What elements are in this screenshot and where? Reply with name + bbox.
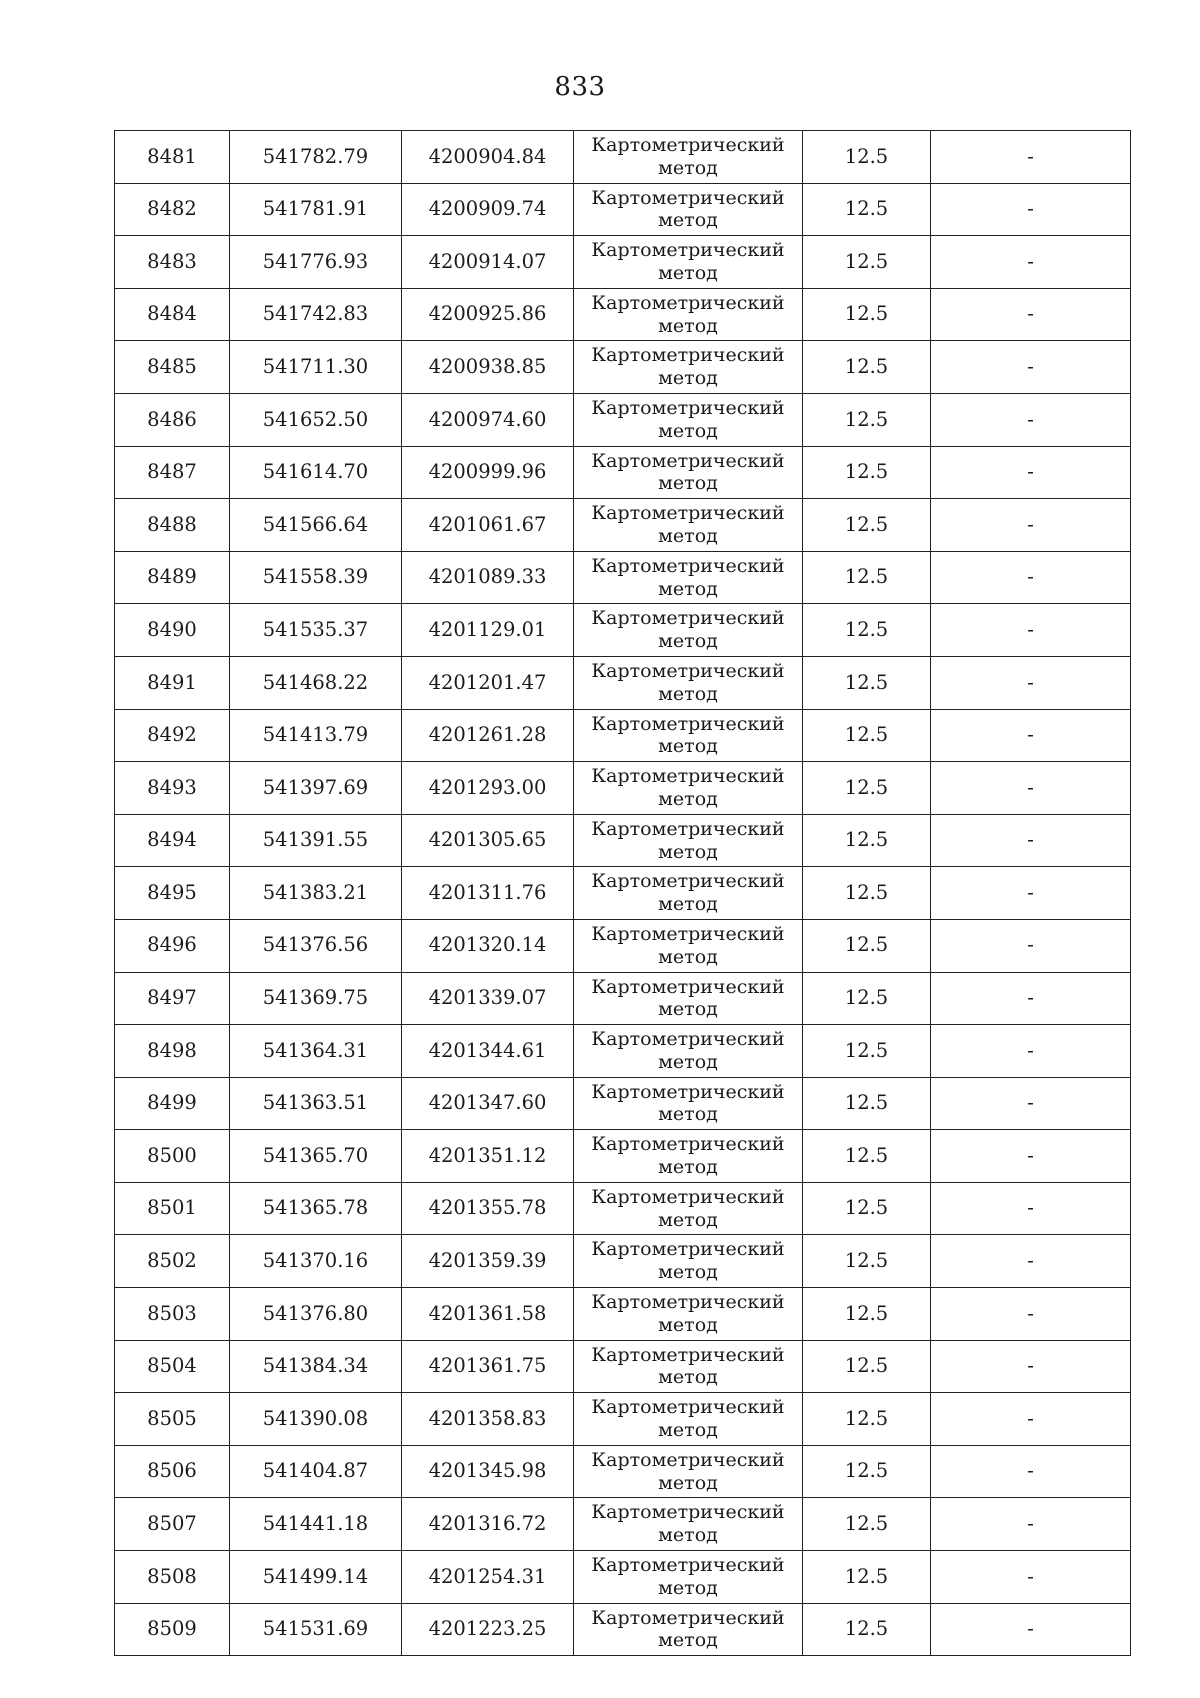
table-row [115,604,1131,657]
method-line-1: Картометрический [591,1080,785,1103]
x-coordinate-cell: 541364.31 [230,1025,402,1078]
method-line-1: Картометрический [591,344,785,367]
accuracy-cell: 12.5 [803,236,931,289]
table-row [115,762,1131,815]
method-cell [574,1288,803,1341]
x-coordinate-cell: 541468.22 [230,656,402,709]
method-line-2: метод [658,524,718,547]
method-line-1: Картометрический [591,449,785,472]
method-line-1: Картометрический [591,502,785,525]
table-row [115,1130,1131,1183]
y-coordinate-cell: 4201361.75 [402,1340,574,1393]
note-cell: - [931,604,1131,657]
method-line-1: Картометрический [591,712,785,735]
note-cell: - [931,288,1131,341]
method-line-1: Картометрический [591,607,785,630]
method-line-1: Картометрический [591,554,785,577]
point-number-cell: 8502 [115,1235,230,1288]
point-number-cell: 8508 [115,1551,230,1604]
point-number-cell: 8504 [115,1340,230,1393]
method-line-2: метод [658,840,718,863]
method-cell [574,341,803,394]
accuracy-cell: 12.5 [803,1393,931,1446]
note-cell: - [931,131,1131,184]
note-cell: - [931,1235,1131,1288]
method-cell [574,1340,803,1393]
table-row [115,131,1131,184]
method-line-1: Картометрический [591,186,785,209]
y-coordinate-cell: 4201355.78 [402,1182,574,1235]
note-cell: - [931,1603,1131,1656]
table-row [115,393,1131,446]
y-coordinate-cell: 4201359.39 [402,1235,574,1288]
x-coordinate-cell: 541413.79 [230,709,402,762]
table-row [115,709,1131,762]
y-coordinate-cell: 4200938.85 [402,341,574,394]
accuracy-cell: 12.5 [803,972,931,1025]
accuracy-cell: 12.5 [803,288,931,341]
method-cell [574,183,803,236]
table-row [115,1025,1131,1078]
table-row [115,1393,1131,1446]
note-cell: - [931,867,1131,920]
method-line-2: метод [658,630,718,653]
method-line-2: метод [658,314,718,337]
method-cell [574,1551,803,1604]
note-cell: - [931,1393,1131,1446]
point-number-cell: 8507 [115,1498,230,1551]
method-cell [574,1130,803,1183]
note-cell: - [931,1182,1131,1235]
table-row [115,972,1131,1025]
method-line-2: метод [658,787,718,810]
method-line-2: метод [658,1366,718,1389]
note-cell: - [931,709,1131,762]
method-line-1: Картометрический [591,1291,785,1314]
method-cell [574,1393,803,1446]
accuracy-cell: 12.5 [803,709,931,762]
note-cell: - [931,1130,1131,1183]
point-number-cell: 8490 [115,604,230,657]
method-line-2: метод [658,472,718,495]
method-line-1: Картометрический [591,1185,785,1208]
method-cell [574,1445,803,1498]
point-number-cell: 8491 [115,656,230,709]
y-coordinate-cell: 4201223.25 [402,1603,574,1656]
x-coordinate-cell: 541614.70 [230,446,402,499]
x-coordinate-cell: 541558.39 [230,551,402,604]
note-cell: - [931,393,1131,446]
x-coordinate-cell: 541370.16 [230,1235,402,1288]
accuracy-cell: 12.5 [803,867,931,920]
note-cell: - [931,1288,1131,1341]
y-coordinate-cell: 4200999.96 [402,446,574,499]
method-line-1: Картометрический [591,1238,785,1261]
method-cell [574,1025,803,1078]
method-line-1: Картометрический [591,1343,785,1366]
accuracy-cell: 12.5 [803,1445,931,1498]
accuracy-cell: 12.5 [803,393,931,446]
table-row [115,446,1131,499]
method-cell [574,1235,803,1288]
method-line-1: Картометрический [591,870,785,893]
table-row [115,1603,1131,1656]
note-cell: - [931,762,1131,815]
table-row [115,499,1131,552]
y-coordinate-cell: 4201201.47 [402,656,574,709]
method-line-1: Картометрический [591,1028,785,1051]
method-line-2: метод [658,998,718,1021]
point-number-cell: 8485 [115,341,230,394]
method-line-2: метод [658,1050,718,1073]
method-cell [574,236,803,289]
x-coordinate-cell: 541652.50 [230,393,402,446]
table-row [115,1077,1131,1130]
method-line-2: метод [658,682,718,705]
method-cell [574,446,803,499]
y-coordinate-cell: 4200909.74 [402,183,574,236]
table-row [115,1235,1131,1288]
accuracy-cell: 12.5 [803,762,931,815]
table-row [115,288,1131,341]
method-cell [574,551,803,604]
x-coordinate-cell: 541441.18 [230,1498,402,1551]
note-cell: - [931,1077,1131,1130]
method-line-2: метод [658,367,718,390]
note-cell: - [931,236,1131,289]
y-coordinate-cell: 4201254.31 [402,1551,574,1604]
x-coordinate-cell: 541384.34 [230,1340,402,1393]
point-number-cell: 8489 [115,551,230,604]
method-cell [574,288,803,341]
method-line-2: метод [658,419,718,442]
table-row [115,867,1131,920]
point-number-cell: 8501 [115,1182,230,1235]
page-number: 833 [554,72,606,102]
point-number-cell: 8493 [115,762,230,815]
x-coordinate-cell: 541776.93 [230,236,402,289]
method-line-1: Картометрический [591,975,785,998]
point-number-cell: 8505 [115,1393,230,1446]
table-row [115,1498,1131,1551]
note-cell: - [931,499,1131,552]
method-line-1: Картометрический [591,239,785,262]
point-number-cell: 8492 [115,709,230,762]
point-number-cell: 8486 [115,393,230,446]
table-row [115,1445,1131,1498]
accuracy-cell: 12.5 [803,1603,931,1656]
table-body [115,131,1131,1656]
x-coordinate-cell: 541499.14 [230,1551,402,1604]
table-row [115,919,1131,972]
method-line-2: метод [658,1261,718,1284]
point-number-cell: 8498 [115,1025,230,1078]
method-cell [574,709,803,762]
x-coordinate-cell: 541376.80 [230,1288,402,1341]
accuracy-cell: 12.5 [803,1288,931,1341]
table-row [115,656,1131,709]
table-row [115,1182,1131,1235]
note-cell: - [931,551,1131,604]
x-coordinate-cell: 541535.37 [230,604,402,657]
method-line-1: Картометрический [591,1554,785,1577]
note-cell: - [931,1340,1131,1393]
method-line-2: метод [658,1576,718,1599]
point-number-cell: 8503 [115,1288,230,1341]
x-coordinate-cell: 541781.91 [230,183,402,236]
method-line-2: метод [658,209,718,232]
note-cell: - [931,656,1131,709]
method-line-2: метод [658,156,718,179]
method-line-1: Картометрический [591,922,785,945]
accuracy-cell: 12.5 [803,131,931,184]
method-line-1: Картометрический [591,396,785,419]
method-cell [574,1603,803,1656]
method-line-2: метод [658,1471,718,1494]
y-coordinate-cell: 4201293.00 [402,762,574,815]
accuracy-cell: 12.5 [803,1340,931,1393]
table-row [115,1288,1131,1341]
method-line-1: Картометрический [591,1448,785,1471]
y-coordinate-cell: 4201089.33 [402,551,574,604]
method-cell [574,972,803,1025]
y-coordinate-cell: 4200904.84 [402,131,574,184]
table-row [115,183,1131,236]
method-line-1: Картометрический [591,1606,785,1629]
method-line-2: метод [658,1419,718,1442]
accuracy-cell: 12.5 [803,183,931,236]
method-line-2: метод [658,1103,718,1126]
method-cell [574,919,803,972]
y-coordinate-cell: 4200974.60 [402,393,574,446]
point-number-cell: 8483 [115,236,230,289]
method-line-2: метод [658,735,718,758]
y-coordinate-cell: 4201358.83 [402,1393,574,1446]
point-number-cell: 8509 [115,1603,230,1656]
y-coordinate-cell: 4201261.28 [402,709,574,762]
note-cell: - [931,1025,1131,1078]
x-coordinate-cell: 541397.69 [230,762,402,815]
accuracy-cell: 12.5 [803,1498,931,1551]
table-row [115,1340,1131,1393]
point-number-cell: 8497 [115,972,230,1025]
y-coordinate-cell: 4201339.07 [402,972,574,1025]
accuracy-cell: 12.5 [803,446,931,499]
y-coordinate-cell: 4201320.14 [402,919,574,972]
accuracy-cell: 12.5 [803,1551,931,1604]
x-coordinate-cell: 541383.21 [230,867,402,920]
accuracy-cell: 12.5 [803,499,931,552]
method-line-1: Картометрический [591,1501,785,1524]
y-coordinate-cell: 4200914.07 [402,236,574,289]
table-row [115,1551,1131,1604]
y-coordinate-cell: 4201129.01 [402,604,574,657]
note-cell: - [931,814,1131,867]
method-line-2: метод [658,1524,718,1547]
method-line-1: Картометрический [591,659,785,682]
table-row [115,236,1131,289]
method-cell [574,604,803,657]
x-coordinate-cell: 541376.56 [230,919,402,972]
y-coordinate-cell: 4201316.72 [402,1498,574,1551]
method-cell [574,867,803,920]
note-cell: - [931,1498,1131,1551]
method-cell [574,814,803,867]
method-cell [574,656,803,709]
point-number-cell: 8494 [115,814,230,867]
note-cell: - [931,1551,1131,1604]
y-coordinate-cell: 4201347.60 [402,1077,574,1130]
accuracy-cell: 12.5 [803,551,931,604]
method-line-2: метод [658,1208,718,1231]
method-line-1: Картометрический [591,1396,785,1419]
accuracy-cell: 12.5 [803,1077,931,1130]
x-coordinate-cell: 541365.78 [230,1182,402,1235]
method-cell [574,1498,803,1551]
accuracy-cell: 12.5 [803,1182,931,1235]
method-cell [574,1077,803,1130]
x-coordinate-cell: 541369.75 [230,972,402,1025]
method-cell [574,393,803,446]
accuracy-cell: 12.5 [803,656,931,709]
table-row [115,814,1131,867]
y-coordinate-cell: 4201311.76 [402,867,574,920]
method-line-2: метод [658,577,718,600]
accuracy-cell: 12.5 [803,604,931,657]
x-coordinate-cell: 541782.79 [230,131,402,184]
x-coordinate-cell: 541742.83 [230,288,402,341]
y-coordinate-cell: 4201305.65 [402,814,574,867]
point-number-cell: 8484 [115,288,230,341]
point-number-cell: 8500 [115,1130,230,1183]
note-cell: - [931,446,1131,499]
y-coordinate-cell: 4201061.67 [402,499,574,552]
point-number-cell: 8495 [115,867,230,920]
method-cell [574,499,803,552]
method-cell [574,131,803,184]
point-number-cell: 8482 [115,183,230,236]
point-number-cell: 8496 [115,919,230,972]
note-cell: - [931,972,1131,1025]
note-cell: - [931,183,1131,236]
method-line-1: Картометрический [591,765,785,788]
y-coordinate-cell: 4201361.58 [402,1288,574,1341]
accuracy-cell: 12.5 [803,1235,931,1288]
method-line-2: метод [658,1629,718,1652]
accuracy-cell: 12.5 [803,1130,931,1183]
point-number-cell: 8487 [115,446,230,499]
x-coordinate-cell: 541566.64 [230,499,402,552]
x-coordinate-cell: 541365.70 [230,1130,402,1183]
x-coordinate-cell: 541531.69 [230,1603,402,1656]
method-line-2: метод [658,945,718,968]
method-cell [574,1182,803,1235]
method-line-2: метод [658,1313,718,1336]
x-coordinate-cell: 541390.08 [230,1393,402,1446]
method-line-1: Картометрический [591,1133,785,1156]
coordinates-table [114,130,1131,1656]
y-coordinate-cell: 4201344.61 [402,1025,574,1078]
method-line-2: метод [658,893,718,916]
point-number-cell: 8488 [115,499,230,552]
x-coordinate-cell: 541711.30 [230,341,402,394]
accuracy-cell: 12.5 [803,919,931,972]
note-cell: - [931,341,1131,394]
table-row [115,551,1131,604]
point-number-cell: 8506 [115,1445,230,1498]
y-coordinate-cell: 4201345.98 [402,1445,574,1498]
method-line-2: метод [658,261,718,284]
method-line-1: Картометрический [591,134,785,156]
method-line-2: метод [658,1156,718,1179]
accuracy-cell: 12.5 [803,341,931,394]
x-coordinate-cell: 541363.51 [230,1077,402,1130]
x-coordinate-cell: 541404.87 [230,1445,402,1498]
note-cell: - [931,1445,1131,1498]
method-line-1: Картометрический [591,817,785,840]
point-number-cell: 8499 [115,1077,230,1130]
point-number-cell: 8481 [115,131,230,184]
x-coordinate-cell: 541391.55 [230,814,402,867]
method-cell [574,762,803,815]
accuracy-cell: 12.5 [803,814,931,867]
accuracy-cell: 12.5 [803,1025,931,1078]
table-row [115,341,1131,394]
y-coordinate-cell: 4200925.86 [402,288,574,341]
note-cell: - [931,919,1131,972]
y-coordinate-cell: 4201351.12 [402,1130,574,1183]
method-line-1: Картометрический [591,291,785,314]
